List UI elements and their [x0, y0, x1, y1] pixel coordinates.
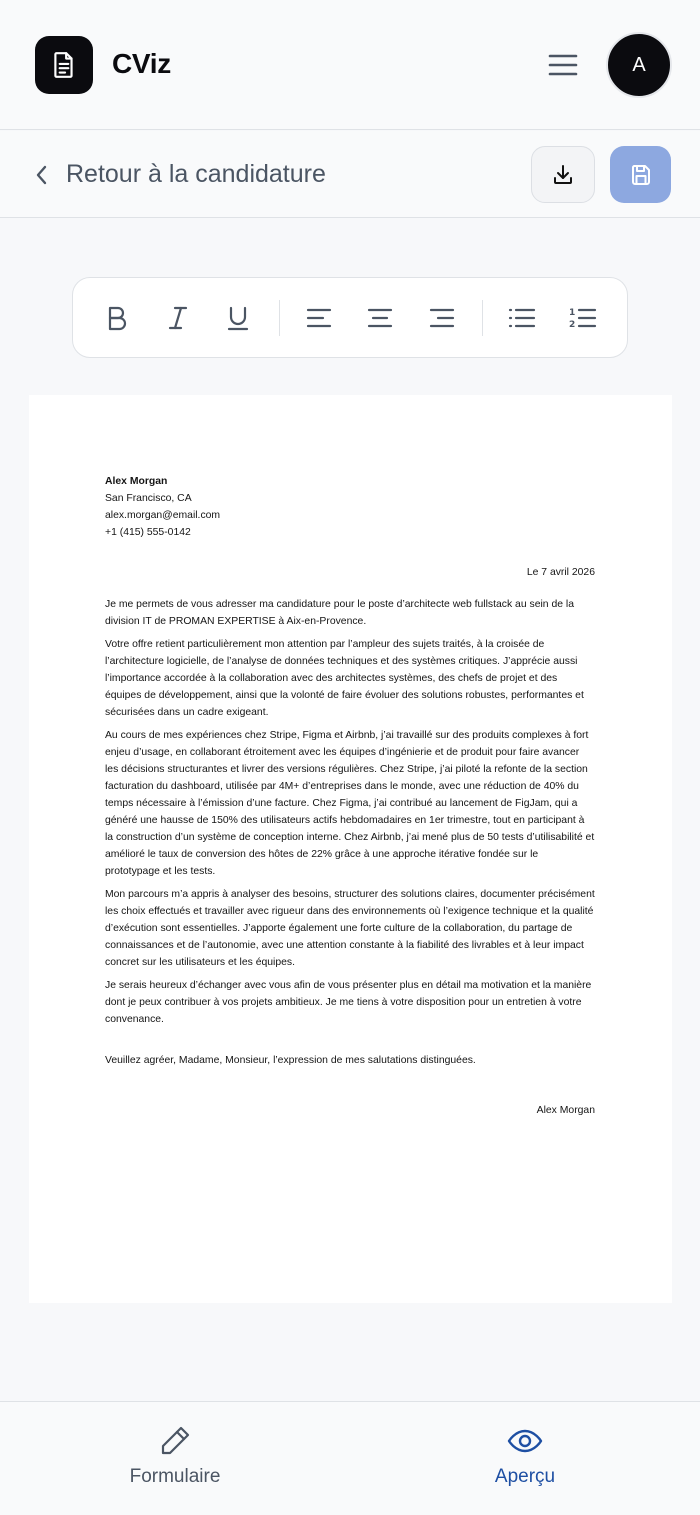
- save-button[interactable]: [610, 146, 671, 203]
- toolbar-divider: [279, 300, 280, 336]
- numbered-list-icon[interactable]: [563, 298, 603, 338]
- editor-subheader: [0, 131, 700, 218]
- formatting-toolbar: [72, 277, 628, 358]
- underline-icon[interactable]: [218, 298, 258, 338]
- app-header: [0, 0, 700, 130]
- back-to-application-link[interactable]: [34, 160, 326, 189]
- svg-text:2: 2: [569, 320, 576, 330]
- cover-letter-content[interactable]: [105, 473, 595, 1119]
- letter-paragraph: Je me permets de vous adresser ma candidature pour le poste d’architecte web fullstack au sein de la division IT de PROMAN EXPERTISE à Aix-en-Provence.: [105, 599, 574, 627]
- save-icon: [629, 163, 653, 187]
- document-logo-icon[interactable]: [35, 36, 93, 94]
- italic-icon[interactable]: [158, 298, 198, 338]
- bold-icon[interactable]: [97, 298, 137, 338]
- svg-text:1: 1: [569, 308, 576, 318]
- tab-preview-label: Aperçu: [494, 1466, 556, 1487]
- letter-date: Le 7 avril 2026: [526, 567, 595, 578]
- letter-paragraph: Je serais heureux d’échanger avec vous afin de vous présenter plus en détail ma motivation et la manière dont je peux contribuer à vos projets ambitieux. Je me tiens à votre disposition pour un entretien à votre convenance.: [105, 980, 592, 1025]
- chevron-left-icon: [34, 164, 48, 186]
- bullet-list-icon[interactable]: [502, 298, 542, 338]
- sender-phone: +1 (415) 555-0142: [105, 527, 191, 538]
- toolbar-divider: [482, 300, 483, 336]
- sender-email: alex.morgan@email.com: [105, 510, 221, 521]
- tab-form[interactable]: [75, 1424, 275, 1488]
- letter-preview-page: [29, 395, 672, 1303]
- letter-signature: Alex Morgan: [536, 1105, 595, 1116]
- hamburger-menu-icon[interactable]: [540, 44, 586, 86]
- bottom-navigation: [0, 1401, 700, 1515]
- letter-paragraph: Au cours de mes expériences chez Stripe, Figma et Airbnb, j’ai travaillé sur des produits complexes à fort enjeu d’usage, en collaborant étroitement avec les équipes d’ingénierie et de produit pour faire avancer les décisions structurantes et livrer des versions régulières. Chez Stripe, j’ai piloté la refonte de la section facturation du dashboard, utilisée par 4M+ d’entreprises dans le monde, avec une réduction de 40% du temps nécessaire à l’émission d’une facture. Chez Figma, j’ai contribué au lancement de FigJam, qui a généré une hausse de 150% des utilisateurs actifs hebdomadaires en 1er trimestre, tout en participant à la construction d’un système de conception interne. Chez Airbnb, j’ai mené plus de 50 tests d’utilisabilité et amélioré le taux de conversion des hôtes de 22% grâce à une approche itérative fondée sur le prototypage et les tests.: [105, 730, 595, 877]
- app-title: CViz: [112, 48, 171, 79]
- pencil-icon: [158, 1424, 192, 1458]
- eye-icon: [507, 1424, 543, 1458]
- back-label: Retour à la candidature: [66, 160, 326, 188]
- letter-paragraph: Votre offre retient particulièrement mon attention par l’ampleur des sujets traités, à la croisée de l’architecture logicielle, de l’analyse de données techniques et des systèmes critiques. J’apprécie aussi l’importance accordée à la collaboration avec des architectes systèmes, des chefs de projet et des équipes de développement, ainsi que la volonté de faire évoluer des solutions robustes, performantes et sécurisées dans un cadre exigeant.: [105, 639, 584, 718]
- letter-closing: Veuillez agréer, Madame, Monsieur, l’expression de mes salutations distinguées.: [105, 1055, 476, 1066]
- tab-form-label: Formulaire: [129, 1466, 221, 1487]
- sender-name: Alex Morgan: [105, 476, 168, 487]
- align-center-icon[interactable]: [360, 298, 400, 338]
- align-right-icon[interactable]: [422, 298, 462, 338]
- align-left-icon[interactable]: [299, 298, 339, 338]
- download-button[interactable]: [531, 146, 595, 203]
- sender-city: San Francisco, CA: [105, 493, 192, 504]
- user-avatar[interactable]: A: [606, 32, 672, 98]
- download-icon: [551, 163, 575, 187]
- letter-paragraph: Mon parcours m’a appris à analyser des besoins, structurer des solutions claires, documenter précisément les choix effectués et travailler avec rigueur dans des environnements où l’exigence technique et la qualité d’exécution sont essentielles. J’apporte également une forte culture de la collaboration, du partage de connaissances et de l’autonomie, avec une attention constante à la fiabilité des livrables et à leur impact concret sur les utilisateurs et les équipes.: [105, 889, 595, 968]
- tab-preview[interactable]: [425, 1424, 625, 1488]
